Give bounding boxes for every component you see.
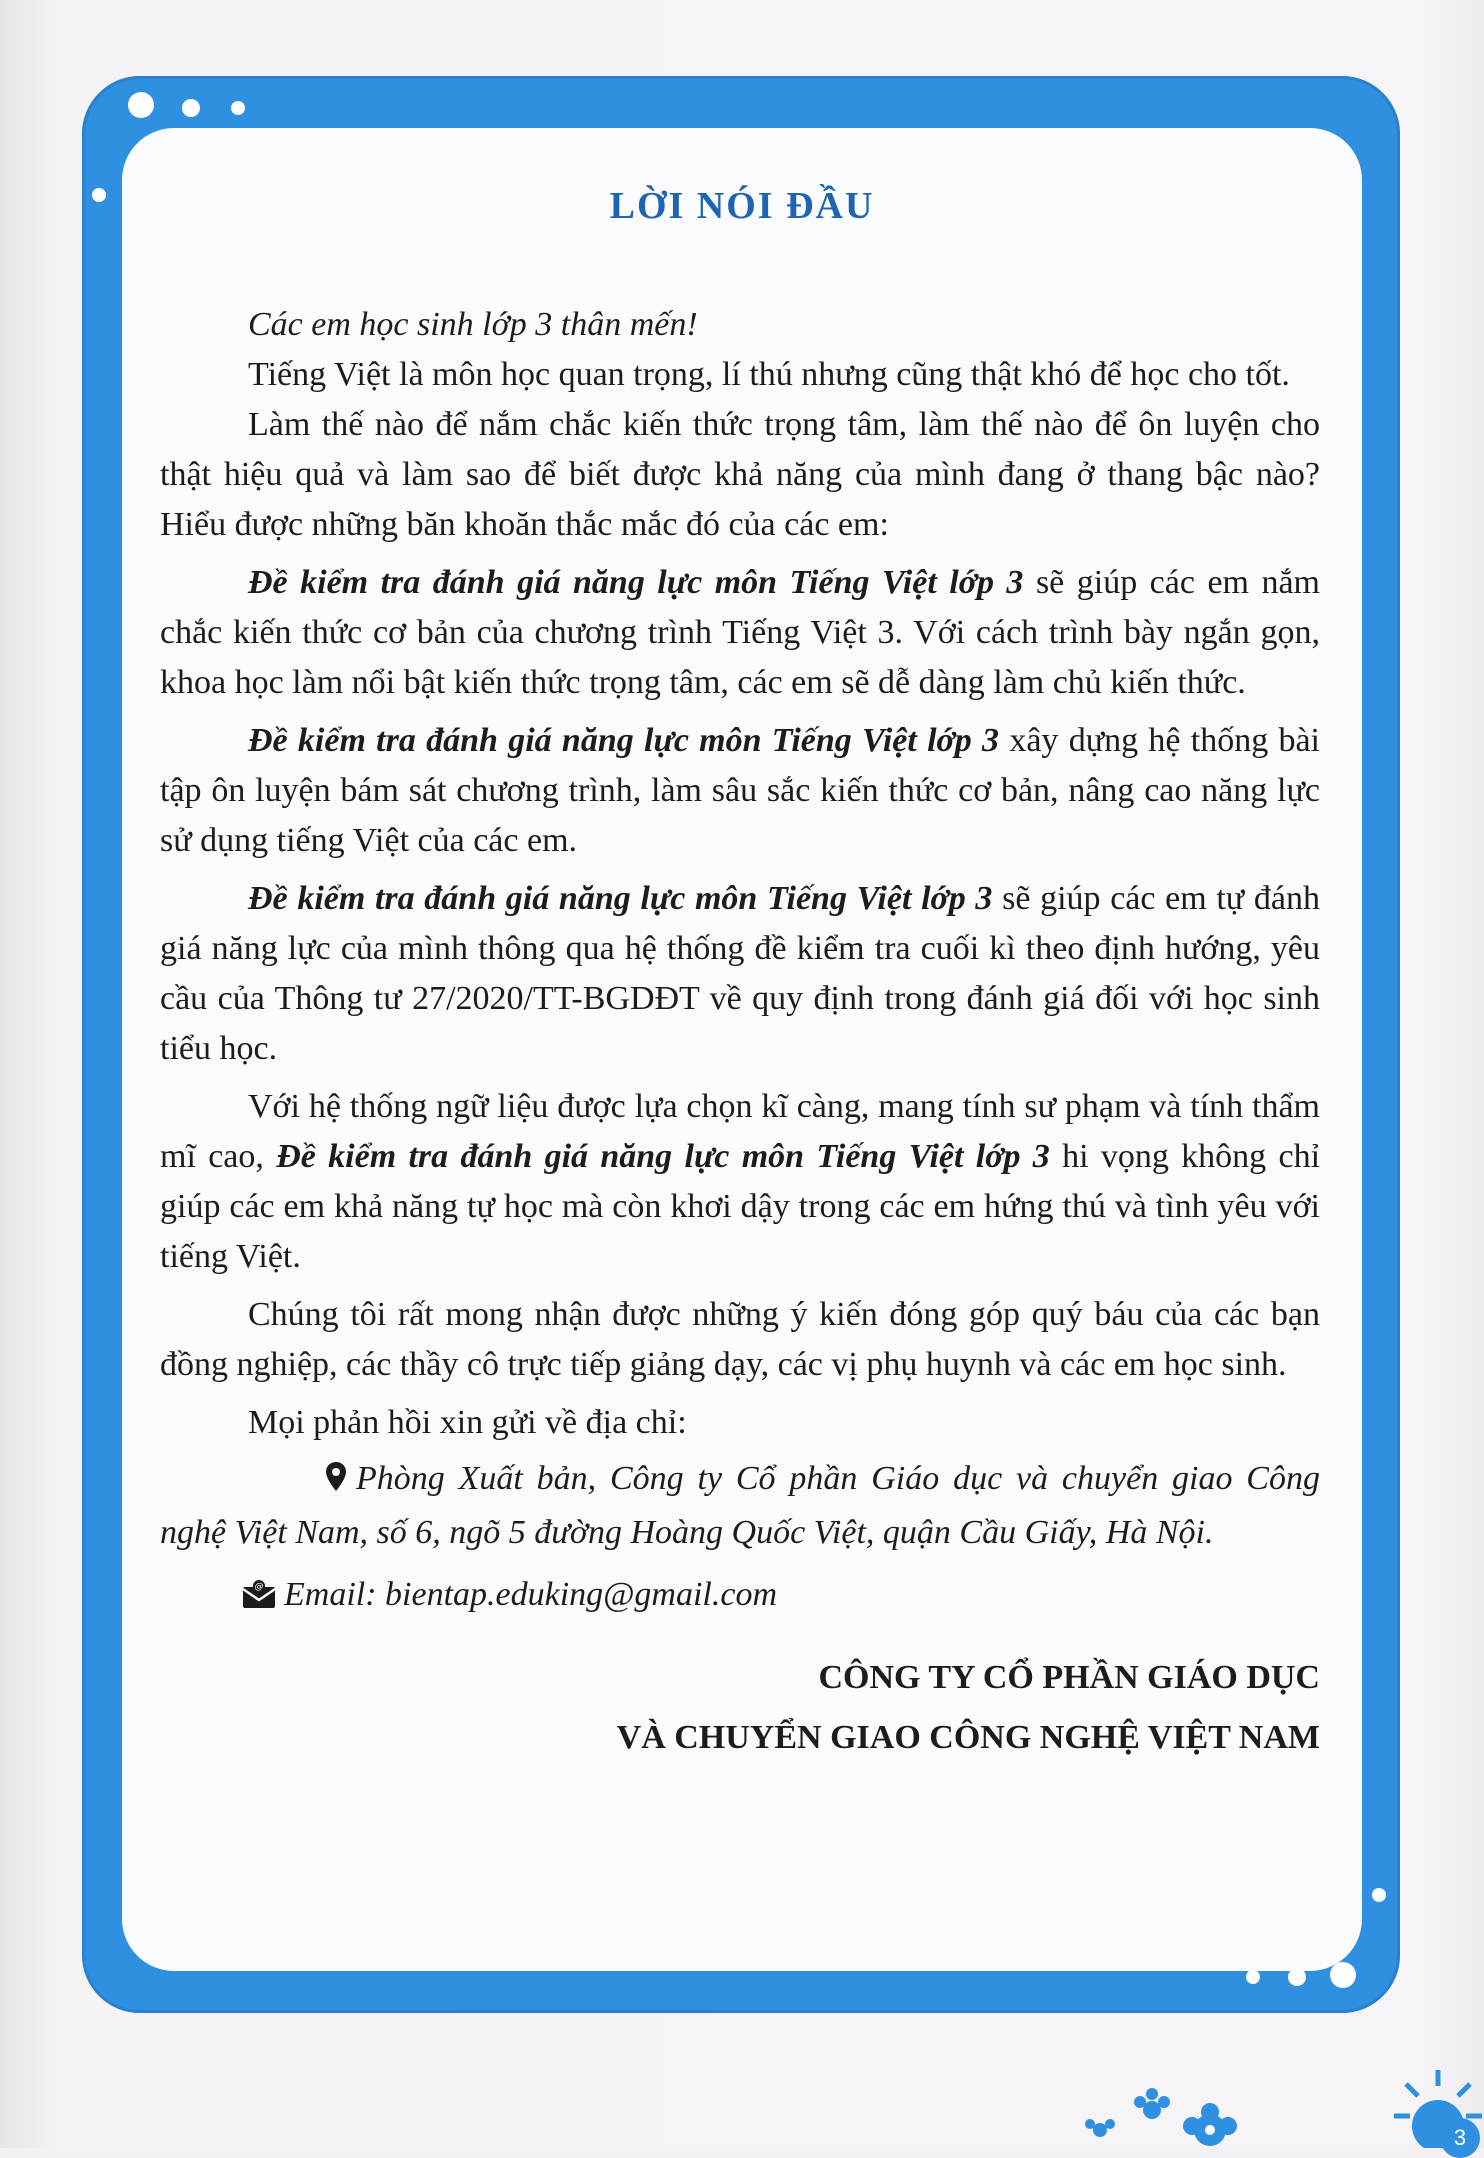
frame-dot-decoration	[1246, 1970, 1260, 1984]
book-title: Đề kiểm tra đánh giá năng lực môn Tiếng Việt lớp 3	[248, 880, 993, 917]
signature	[160, 1648, 1320, 1768]
paragraph-6	[160, 1082, 1320, 1282]
paragraph-5	[160, 874, 1320, 1074]
signature-line-1: CÔNG TY CỔ PHẦN GIÁO DỤC	[818, 1659, 1320, 1696]
paragraph-3-text: sẽ giúp các em nắm chắc kiến thức cơ bản của chương trình Tiếng Việt 3. Với cách trình bày ngắn gọn, khoa học làm nổi bật kiến thức trọng tâm, các em sẽ dễ dàng làm chủ kiến thức.	[160, 564, 1320, 701]
paragraph-4	[160, 716, 1320, 866]
page-title: LỜI NÓI ĐẦU	[609, 185, 875, 227]
frame-dot-decoration	[231, 101, 245, 115]
book-title: Đề kiểm tra đánh giá năng lực môn Tiếng Việt lớp 3	[248, 722, 1000, 759]
preface-body	[160, 300, 1320, 1768]
location-pin-icon	[242, 1458, 348, 1508]
frame-dot-decoration	[1372, 1888, 1386, 1902]
paragraph-5-text: sẽ giúp các em tự đánh giá năng lực của mình thông qua hệ thống đề kiểm tra cuối kì theo định hướng, yêu cầu của Thông tư 27/2020/TT-BGDĐT về quy định trong đánh giá đối với học sinh tiểu học.	[160, 880, 1320, 1067]
frame-dot-decoration	[1288, 1968, 1306, 1986]
paragraph-8: Mọi phản hồi xin gửi về địa chỉ:	[248, 1404, 687, 1441]
page-number: 3	[1440, 2118, 1480, 2158]
svg-text:@: @	[254, 1582, 264, 1592]
address	[160, 1454, 1320, 1558]
paragraph-6-text-post: hi vọng không chỉ giúp các em khả năng tự học mà còn khơi dậy trong các em hứng thú và tình yêu với tiếng Việt.	[160, 1138, 1321, 1275]
paragraph-6-text-pre: Với hệ thống ngữ liệu được lựa chọn kĩ càng, mang tính sư phạm và tính thẩm mĩ cao,	[160, 1088, 1320, 1175]
frame-dot-decoration	[1330, 1962, 1356, 1988]
flower-decoration	[1080, 2080, 1260, 2148]
book-title: Đề kiểm tra đánh giá năng lực môn Tiếng Việt lớp 3	[276, 1138, 1050, 1175]
signature-line-2: VÀ CHUYỂN GIAO CÔNG NGHỆ VIỆT NAM	[616, 1719, 1320, 1756]
greeting: Các em học sinh lớp 3 thân mến!	[248, 306, 698, 343]
email-text: Email: bientap.eduking@gmail.com	[284, 1576, 778, 1613]
frame-dot-decoration	[128, 92, 154, 118]
paragraph-3	[160, 558, 1320, 708]
email-line	[160, 1570, 1320, 1624]
paragraph-4-text: xây dựng hệ thống bài tập ôn luyện bám sát chương trình, làm sâu sắc kiến thức cơ bản, nâng cao năng lực sử dụng tiếng Việt của các em.	[160, 722, 1320, 859]
address-text: Phòng Xuất bản, Công ty Cổ phần Giáo dục và chuyển giao Công nghệ Việt Nam, số 6, ngõ 5 đường Hoàng Quốc Việt, quận Cầu Giấy, Hà Nội.	[160, 1460, 1320, 1551]
paragraph-2: Làm thế nào để nắm chắc kiến thức trọng tâm, làm thế nào để ôn luyện cho thật hiệu quả và làm sao để biết được khả năng của mình đang ở thang bậc nào? Hiểu được những băn khoăn thắc mắc đó của các em:	[160, 406, 1320, 543]
paragraph-1: Tiếng Việt là môn học quan trọng, lí thú nhưng cũng thật khó để học cho tốt.	[248, 356, 1290, 393]
frame-dot-decoration	[182, 99, 200, 117]
book-title: Đề kiểm tra đánh giá năng lực môn Tiếng Việt lớp 3	[248, 564, 1024, 601]
frame-dot-decoration	[92, 188, 106, 202]
paragraph-7: Chúng tôi rất mong nhận được những ý kiến đóng góp quý báu của các bạn đồng nghiệp, các thầy cô trực tiếp giảng dạy, các vị phụ huynh và các em học sinh.	[160, 1296, 1320, 1383]
envelope-icon	[242, 1574, 276, 1624]
